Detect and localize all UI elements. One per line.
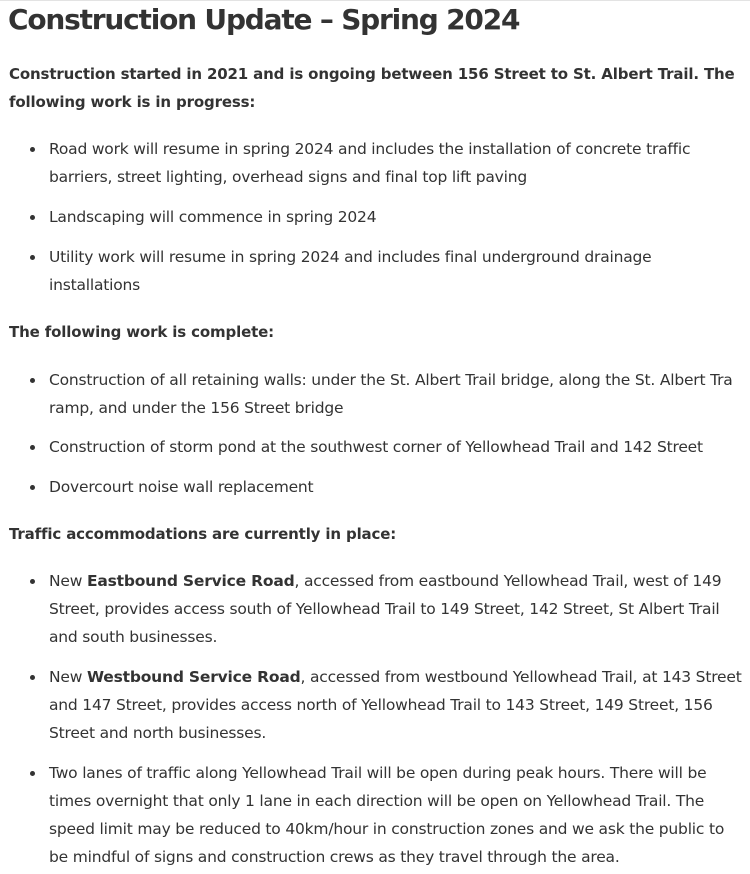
list-item-text	[49, 567, 721, 595]
list-item-text: Two lanes of traffic along Yellowhead Trail will be open during peak hours. There will be	[49, 764, 707, 782]
list-item	[30, 243, 652, 299]
list-item	[30, 203, 376, 231]
page-title: Construction Update – Spring 2024	[8, 3, 520, 36]
list-item-prefix: New	[49, 668, 87, 686]
list-item	[30, 663, 742, 747]
list-item-rest: , accessed from eastbound Yellowhead Trail, west of 149	[294, 572, 722, 590]
list-item-text: barriers, street lighting, overhead signs and final top lift paving	[49, 168, 527, 186]
in-progress-heading	[9, 60, 735, 116]
list-item-rest: , accessed from westbound Yellowhead Trail, at 143 Street	[300, 668, 742, 686]
list-item	[30, 433, 703, 461]
list-item-text: times overnight that only 1 lane in each direction will be open on Yellowhead Trail. The	[49, 792, 705, 810]
in-progress-heading-line-1: Construction started in 2021 and is ongoing between 156 Street to St. Albert Trail. The	[9, 65, 735, 83]
list-item-text	[49, 663, 742, 691]
list-item-text: and south businesses.	[49, 628, 218, 646]
list-item	[30, 135, 690, 191]
list-item-text: Landscaping will commence in spring 2024	[49, 208, 377, 226]
westbound-service-road-label: Westbound Service Road	[86, 668, 301, 686]
list-item	[30, 473, 313, 501]
list-item-text: Road work will resume in spring 2024 and includes the installation of concrete traffic	[49, 140, 691, 158]
in-progress-heading-line-2: following work is in progress:	[9, 93, 256, 111]
traffic-heading: Traffic accommodations are currently in place:	[9, 525, 397, 543]
list-item	[30, 567, 721, 651]
eastbound-service-road-label: Eastbound Service Road	[86, 572, 295, 590]
list-item	[30, 759, 724, 871]
list-item-text: Construction of all retaining walls: under the St. Albert Trail bridge, along the St. Albert Tra	[49, 371, 733, 389]
list-item-text: and 147 Street, provides access north of Yellowhead Trail to 143 Street, 149 Street, 156	[49, 696, 713, 714]
list-item-text: installations	[49, 276, 141, 294]
list-item-text: be mindful of signs and construction crews as they travel through the area.	[49, 848, 620, 866]
list-item-prefix: New	[49, 572, 87, 590]
list-item-text: Street and north businesses.	[49, 724, 267, 742]
list-item-text: ramp, and under the 156 Street bridge	[49, 399, 344, 417]
list-item-text: Utility work will resume in spring 2024 and includes final underground drainage	[49, 248, 652, 266]
list-item-text: Dovercourt noise wall replacement	[49, 478, 314, 496]
list-item-text: Construction of storm pond at the southwest corner of Yellowhead Trail and 142 Street	[49, 438, 703, 456]
list-item-text: speed limit may be reduced to 40km/hour in construction zones and we ask the public to	[49, 820, 725, 838]
complete-heading: The following work is complete:	[9, 323, 274, 341]
list-item	[30, 366, 733, 422]
list-item-text: Street, provides access south of Yellowhead Trail to 149 Street, 142 Street, St Albert Trail	[49, 600, 720, 618]
